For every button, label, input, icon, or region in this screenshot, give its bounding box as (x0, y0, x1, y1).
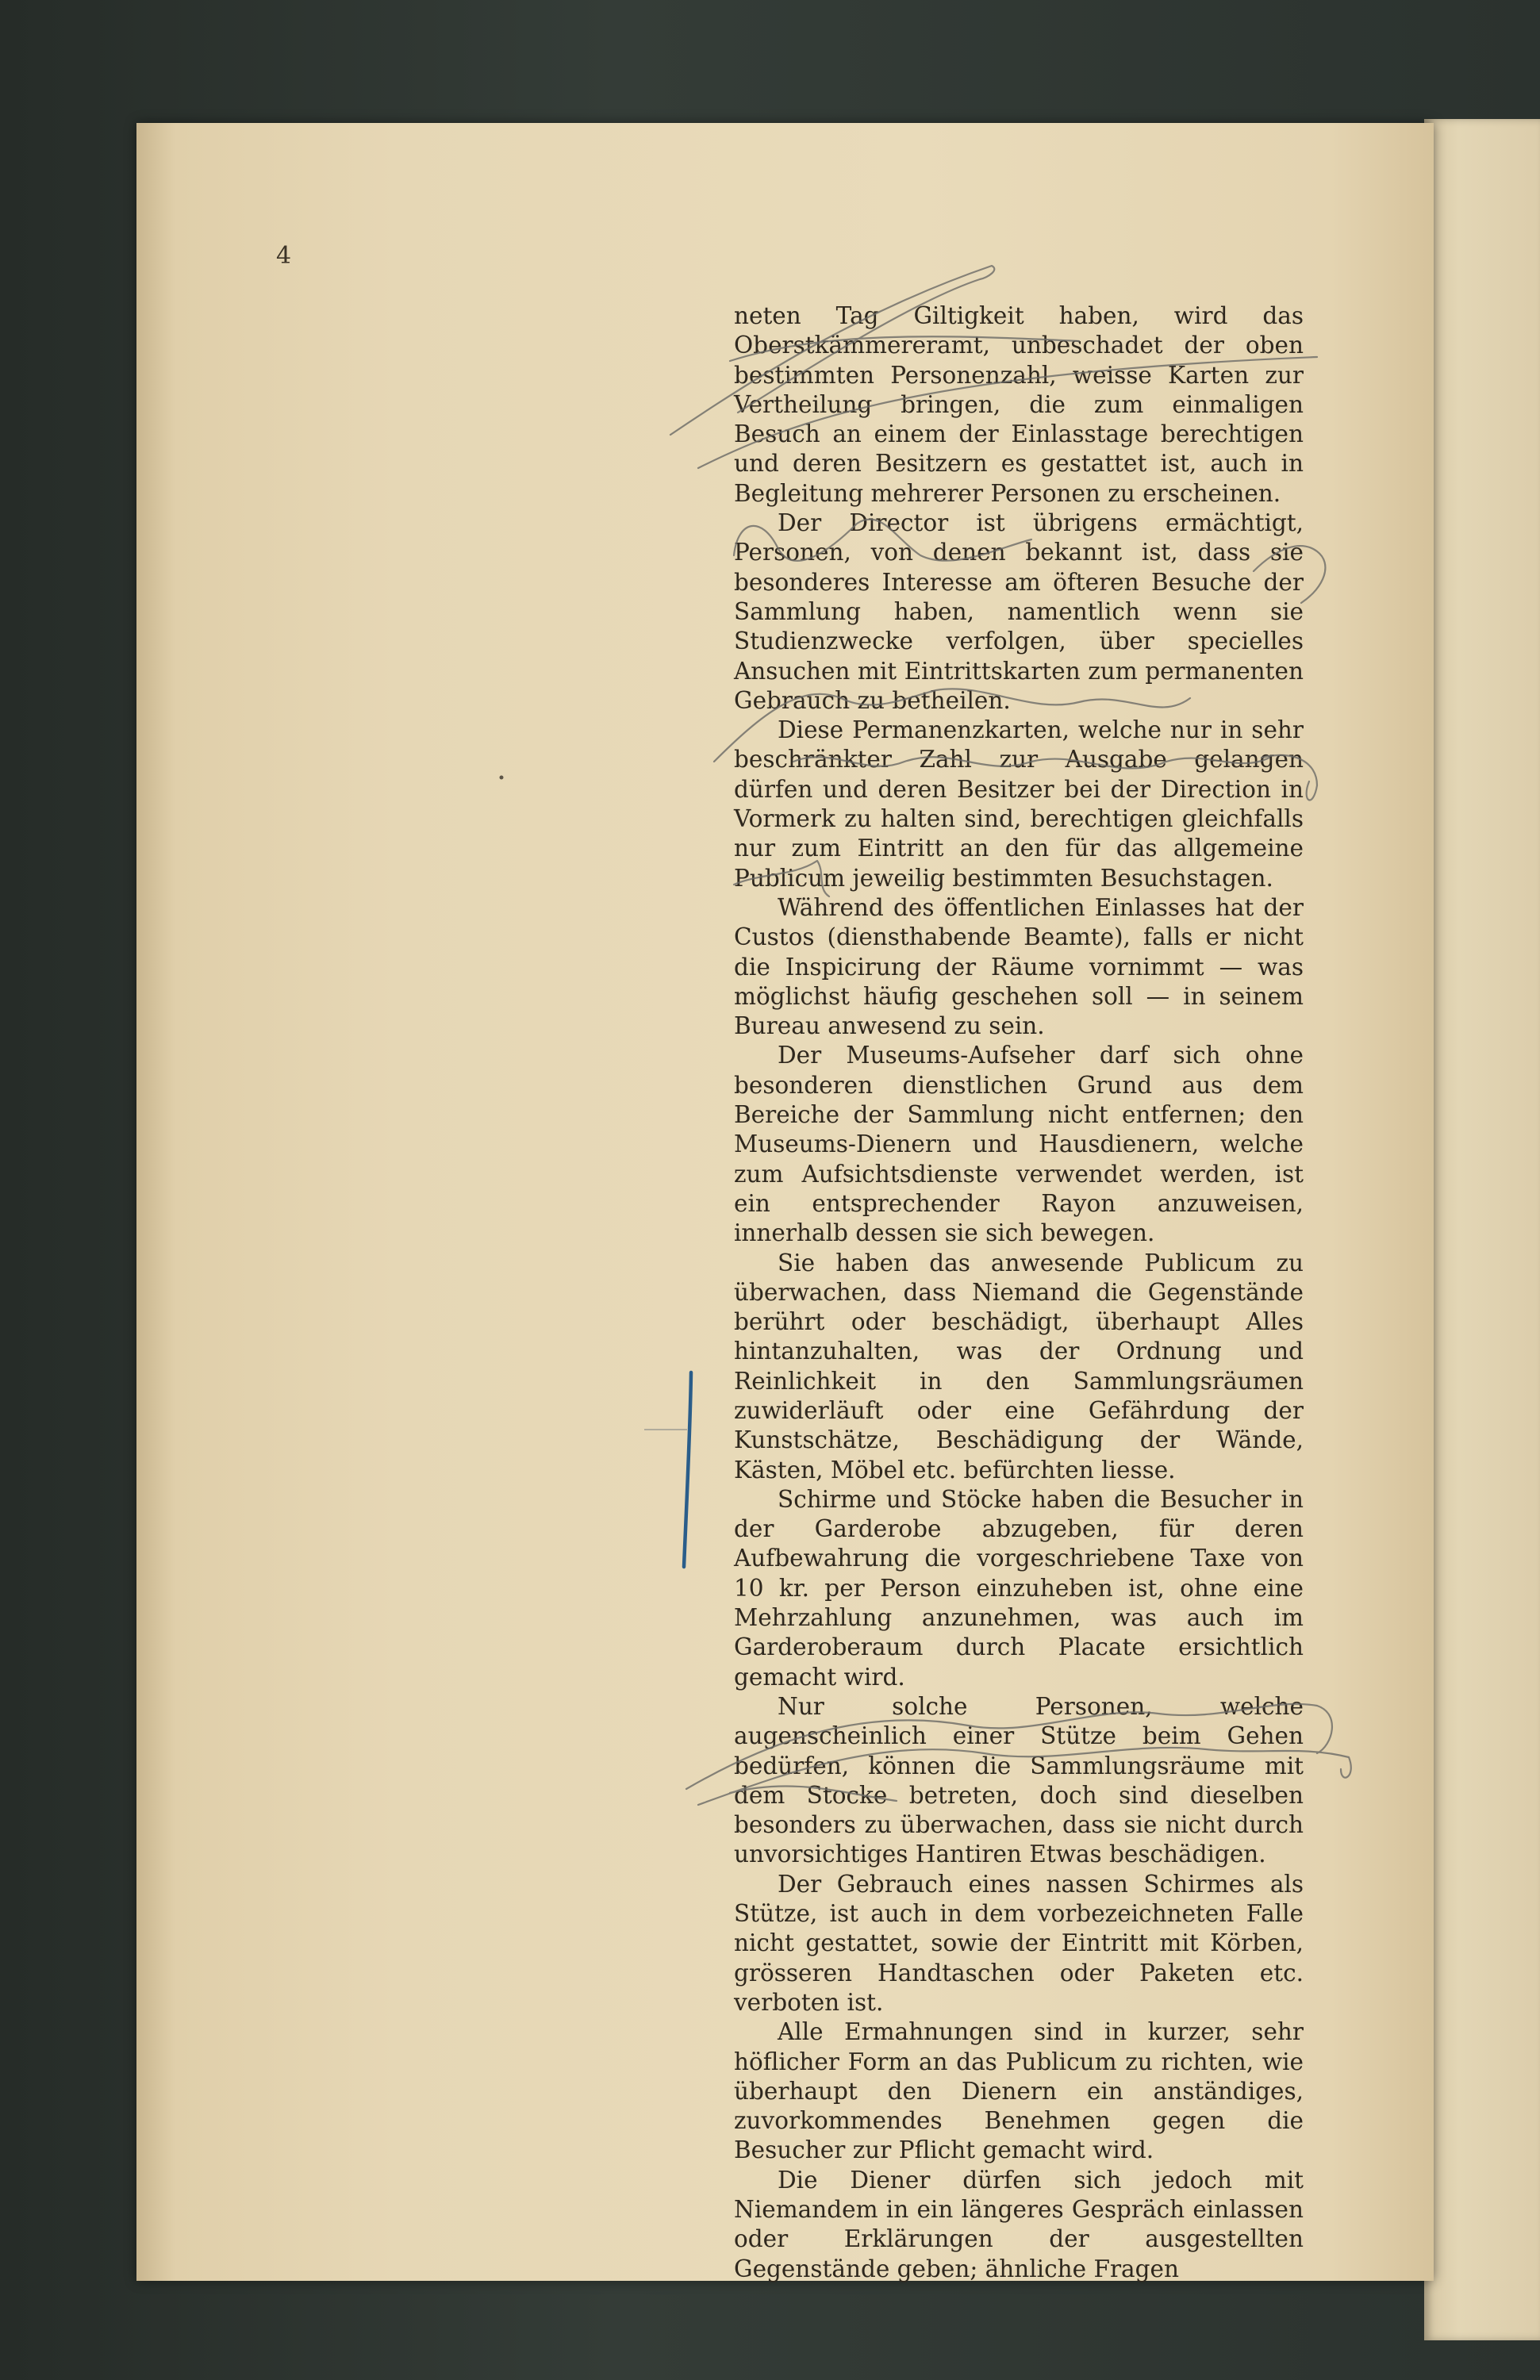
paragraph: Der Museums-Aufseher darf sich ohne besonderen dienstlichen Grund aus dem Bereiche der Sammlung nicht entfernen; den Museums-Dienern und Hausdienern, welche zum Aufsichtsdienste verwendet werden, ist ein entsprechender Rayon anzuweisen, innerhalb dessen sie sich bewegen. (734, 1042, 1304, 1247)
facing-page-edge (1424, 119, 1540, 2340)
paragraph: Alle Ermahnungen sind in kurzer, sehr höflicher Form an das Publicum zu richten, wie überhaupt den Dienern ein anständiges, zuvorkommendes Benehmen gegen die Besucher zur Pflicht gemacht wird. (734, 2018, 1304, 2164)
body-text (734, 301, 1304, 2284)
paragraph: Sie haben das anwesende Publicum zu überwachen, dass Niemand die Gegenstände berührt oder beschädigt, überhaupt Alles hintanzuhalten, was der Ordnung und Reinlichkeit in den Sammlungsräumen zuwiderläuft oder eine Gefährdung der Kunstschätze, Beschädigung der Wände, Kästen, Möbel etc. befürchten liesse. (734, 1249, 1304, 1484)
paragraph: neten Tag Giltigkeit haben, wird das Oberstkämmereramt, unbeschadet der oben bestimmten Personenzahl, weisse Karten zur Vertheilung bringen, die zum einmaligen Besuch an einem der Einlasstage berechtigen und deren Besitzern es gestattet ist, auch in Begleitung mehrerer Personen zu erscheinen. (734, 302, 1304, 507)
paragraph: Die Diener dürfen sich jedoch mit Niemandem in ein längeres Gespräch einlassen oder Erklärungen der ausgestellten Gegenstände geben; ähnliche Fragen (734, 2166, 1304, 2282)
page-number: 4 (276, 242, 292, 270)
paragraph: Schirme und Stöcke haben die Besucher in der Garderobe abzugeben, für deren Aufbewahrung die vorgeschriebene Taxe von 10 kr. per Person einzuheben ist, ohne eine Mehrzahlung anzunehmen, was auch im Garderoberaum durch Placate ersichtlich gemacht wird. (734, 1485, 1304, 1691)
paragraph: Der Gebrauch eines nassen Schirmes als Stütze, ist auch in dem vorbezeichneten Falle nicht gestattet, sowie der Eintritt mit Körben, grösseren Handtaschen oder Paketen etc. verboten ist. (734, 1870, 1304, 2016)
paragraph: Nur solche Personen, welche augenscheinlich einer Stütze beim Gehen bedürfen, können die Sammlungsräume mit dem Stocke betreten, doch sind dieselben besonders zu überwachen, dass sie nicht durch unvorsichtiges Hantiren Etwas beschädigen. (734, 1692, 1304, 1868)
paragraph: Diese Permanenzkarten, welche nur in sehr beschränkter Zahl zur Ausgabe gelangen dürfen und deren Besitzer bei der Direction in Vormerk zu halten sind, berechtigen gleichfalls nur zum Eintritt an den für das allgemeine Publicum jeweilig bestimmten Besuchstagen. (734, 716, 1304, 892)
paragraph: Der Director ist übrigens ermächtigt, Personen, von denen bekannt ist, dass sie besonderes Interesse am öfteren Besuche der Sammlung haben, namentlich wenn sie Studienzwecke verfolgen, über specielles Ansuchen mit Eintrittskarten zum permanenten Gebrauch zu betheilen. (734, 509, 1304, 714)
paragraph: Während des öffentlichen Einlasses hat der Custos (diensthabende Beamte), falls er nicht die Inspicirung der Räume vornimmt — was möglichst häufig geschehen soll — in seinem Bureau anwesend zu sein. (734, 893, 1304, 1040)
